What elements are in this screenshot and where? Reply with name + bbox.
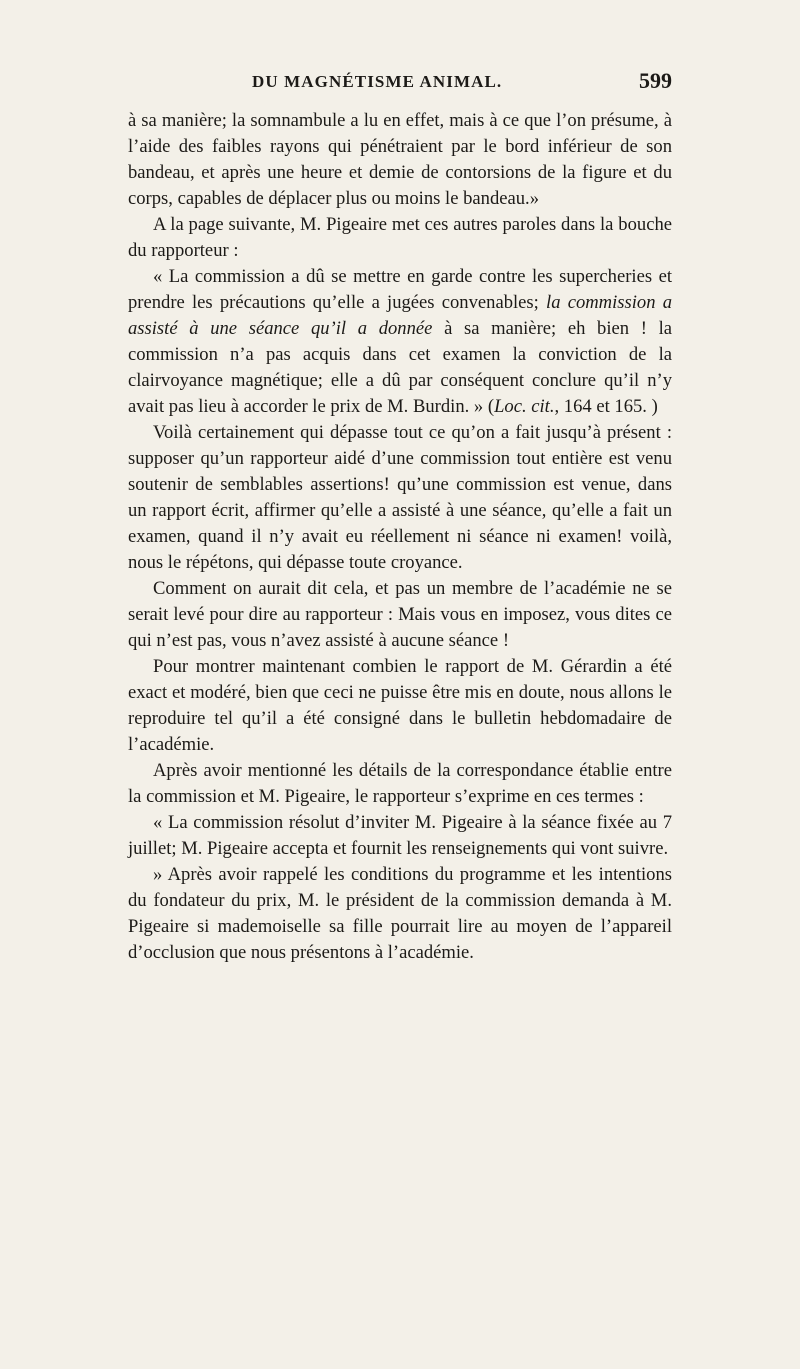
text-run: » Après avoir rappelé les conditions du programme et les intentions du fondateur du prix, M. le président de la commission demanda à M. Pigeaire si mademoiselle sa fille pourrait lire au moyen de l’appareil d’occlusion que nous présentons à l’académie. bbox=[128, 864, 672, 963]
paragraph-8 bbox=[128, 810, 672, 862]
running-head bbox=[128, 68, 672, 108]
paragraph-6 bbox=[128, 654, 672, 758]
paragraph-1 bbox=[128, 108, 672, 212]
text-run: Pour montrer maintenant combien le rapport de M. Gérardin a été exact et modéré, bien que ceci ne puisse être mis en doute, nous allons le reproduire tel qu’il a été consigné dans le bulletin hebdomadaire de l’académie. bbox=[128, 656, 672, 755]
paragraph-9 bbox=[128, 862, 672, 966]
text-run: « La commission a dû se mettre en garde contre les supercheries et prendre les précautions qu’elle a jugées convenables; bbox=[128, 266, 672, 313]
paragraph-7 bbox=[128, 758, 672, 810]
text-run: à sa manière; eh bien ! la commission n’a pas acquis dans cet examen la conviction de la clairvoyance magnétique; elle a dû par conséquent conclure qu’il n’y avait pas lieu à accorder le prix de M. Burdin. » ( bbox=[128, 318, 672, 417]
text-run: Voilà certainement qui dépasse tout ce qu’on a fait jusqu’à présent : supposer qu’un rapporteur aidé d’une commission tout entière est venu soutenir de semblables assertions! qu’une commission est venue, dans un rapport écrit, affirmer qu’elle a assisté à une séance, qu’elle a fait un examen, quand il n’y avait eu réellement ni séance ni examen! voilà, nous le répétons, qui dépasse toute croyance. bbox=[128, 422, 672, 573]
paragraph-2 bbox=[128, 212, 672, 264]
text-run: à sa manière; la somnambule a lu en effet, mais à ce que l’on présume, à l’aide des faibles rayons qui pénétraient par le bord inférieur de son bandeau, et après une heure et demie de contorsions de la figure et du corps, capables de déplacer plus ou moins le bandeau.» bbox=[128, 110, 672, 209]
paragraph-5 bbox=[128, 576, 672, 654]
body-text bbox=[128, 108, 672, 966]
running-title: DU MAGNÉTISME ANIMAL. bbox=[252, 72, 503, 91]
text-run: A la page suivante, M. Pigeaire met ces autres paroles dans la bouche du rapporteur : bbox=[128, 214, 672, 261]
page-number: 599 bbox=[639, 68, 672, 93]
italic-run: la commission a assisté à une séance qu’il a donnée bbox=[128, 292, 673, 339]
text-run: Comment on aurait dit cela, et pas un membre de l’académie ne se serait levé pour dire au rapporteur : Mais vous en imposez, vous dites ce qui n’est pas, vous n’avez assisté à aucune séance ! bbox=[128, 578, 672, 651]
paragraph-3 bbox=[128, 264, 672, 420]
text-run: Après avoir mentionné les détails de la correspondance établie entre la commission et M. Pigeaire, le rapporteur s’exprime en ces termes : bbox=[128, 760, 672, 807]
paragraph-4 bbox=[128, 420, 672, 576]
text-run: , 164 et 165. ) bbox=[554, 396, 658, 417]
text-run: « La commission résolut d’inviter M. Pigeaire à la séance fixée au 7 juillet; M. Pigeaire accepta et fournit les renseignements qui vont suivre. bbox=[128, 812, 672, 859]
italic-run: Loc. cit. bbox=[494, 396, 555, 417]
